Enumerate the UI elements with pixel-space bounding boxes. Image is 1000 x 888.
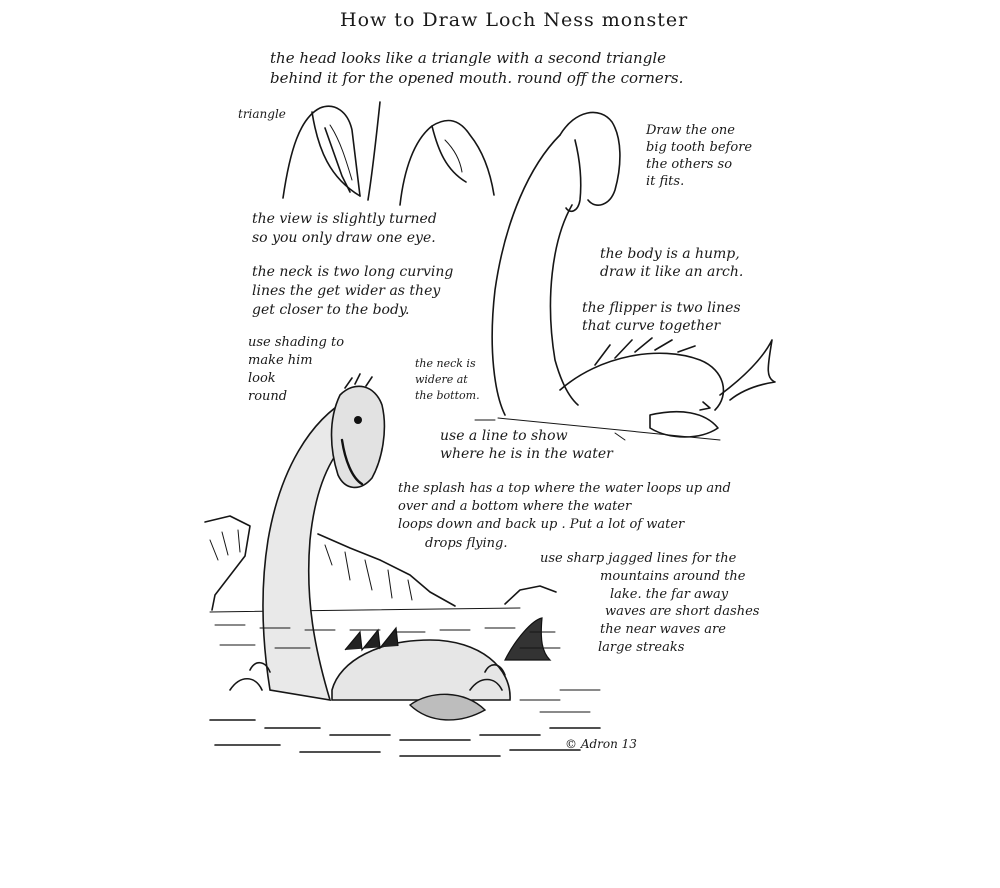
page-title: How to Draw Loch Ness monster bbox=[340, 9, 689, 31]
water-line-note-line: where he is in the water bbox=[440, 446, 613, 462]
body-hump-note-line: draw it like an arch. bbox=[600, 264, 744, 280]
body-hump-note-line: the body is a hump, bbox=[600, 246, 740, 262]
shading-note-line: round bbox=[248, 389, 288, 404]
step1-triangle-head bbox=[283, 102, 380, 200]
shading-note-line: look bbox=[248, 371, 276, 386]
view-note-line: so you only draw one eye. bbox=[252, 230, 436, 246]
tooth-note-line: the others so bbox=[646, 157, 733, 172]
triangle-label: triangle bbox=[238, 107, 286, 121]
water-line-note-line: use a line to show bbox=[440, 428, 568, 444]
mountains-note-line: use sharp jagged lines for the bbox=[540, 551, 737, 566]
splash-note-line: over and a bottom where the water bbox=[398, 499, 632, 514]
view-note-line: the view is slightly turned bbox=[252, 211, 437, 227]
mountains-note-line: mountains around the bbox=[600, 569, 746, 584]
flipper-note-line: that curve together bbox=[582, 318, 721, 334]
neck-curve-note-line: lines the get wider as they bbox=[252, 283, 441, 299]
tooth-note-line: it fits. bbox=[646, 174, 685, 189]
intro-line-1: the head looks like a triangle with a second triangle bbox=[270, 49, 666, 67]
tooth-note-line: big tooth before bbox=[646, 140, 753, 155]
neck-wider-note-line: the bottom. bbox=[415, 389, 480, 402]
splash-note-line: drops flying. bbox=[425, 536, 508, 551]
intro-line-2: behind it for the opened mouth. round off the corners. bbox=[270, 69, 684, 87]
shading-note-line: make him bbox=[248, 353, 313, 368]
flipper-note-line: the flipper is two lines bbox=[582, 300, 741, 316]
neck-wider-note-line: the neck is bbox=[415, 357, 476, 370]
tooth-note-line: Draw the one bbox=[646, 123, 735, 138]
neck-curve-note-line: the neck is two long curving bbox=[252, 264, 454, 280]
signature: © Adron 13 bbox=[565, 737, 637, 751]
splash-note-line: loops down and back up . Put a lot of water bbox=[398, 517, 685, 532]
mountains-note-line: lake. the far away bbox=[610, 587, 729, 602]
mountains-note-line: large streaks bbox=[598, 640, 685, 655]
splash-note-line: the splash has a top where the water loops up and bbox=[398, 481, 731, 496]
mountains-note-line: waves are short dashes bbox=[605, 604, 760, 619]
neck-curve-note-line: get closer to the body. bbox=[252, 302, 410, 318]
mountains-note-line: the near waves are bbox=[600, 622, 726, 637]
step2-rounded-head bbox=[400, 120, 494, 205]
neck-wider-note-line: widere at bbox=[415, 373, 468, 386]
shading-note-line: use shading to bbox=[248, 335, 345, 350]
